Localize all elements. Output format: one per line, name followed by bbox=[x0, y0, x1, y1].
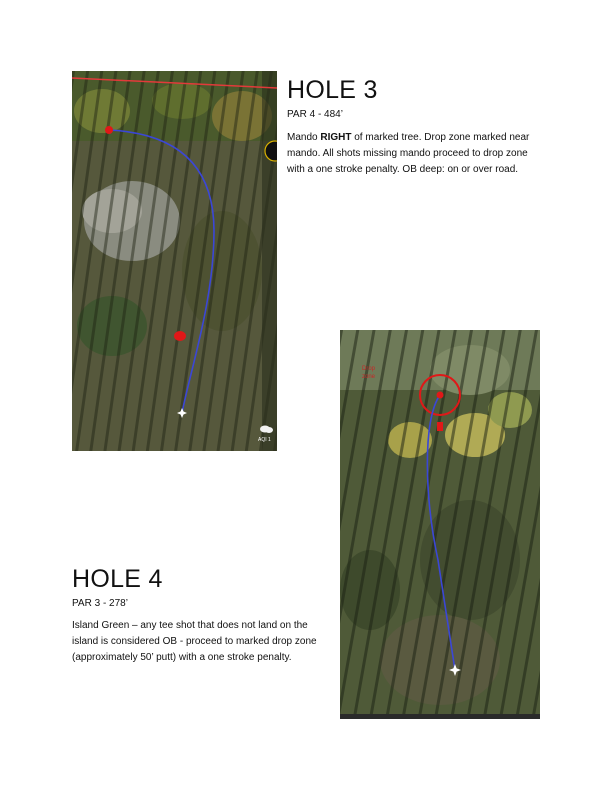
hole3-desc-emphasis: RIGHT bbox=[320, 132, 352, 143]
hole4-par-distance: PAR 3 - 278’ bbox=[72, 598, 128, 609]
hole3-description bbox=[287, 130, 537, 178]
hole4-title: HOLE 4 bbox=[72, 565, 163, 593]
drop-zone-marker bbox=[437, 422, 443, 431]
basket-marker bbox=[437, 392, 444, 399]
weather-label: AQI 1 bbox=[258, 437, 271, 443]
hole3-title: HOLE 3 bbox=[287, 76, 378, 104]
drop-zone-marker bbox=[174, 331, 186, 341]
hole3-aerial-map bbox=[72, 71, 277, 451]
hole4-description: Island Green – any tee shot that does not land on the island is considered OB - proceed to marked drop zone (approximately 50’ putt) with a one stroke penalty. bbox=[72, 620, 317, 663]
hole3-desc-text: Mando bbox=[287, 132, 321, 143]
hole4-aerial-map bbox=[340, 330, 540, 719]
hole3-par-distance: PAR 4 - 484’ bbox=[287, 109, 343, 120]
hole3-desc-text-rest: of marked tree. Drop zone marked near mando. All shots missing mando proceed to drop zone with a one stroke penalty. OB deep: on or over road. bbox=[287, 132, 530, 175]
drop-zone-label-line1: Drop bbox=[362, 366, 376, 372]
basket-marker bbox=[105, 126, 113, 134]
drop-zone-label-line2: zone bbox=[362, 374, 376, 380]
